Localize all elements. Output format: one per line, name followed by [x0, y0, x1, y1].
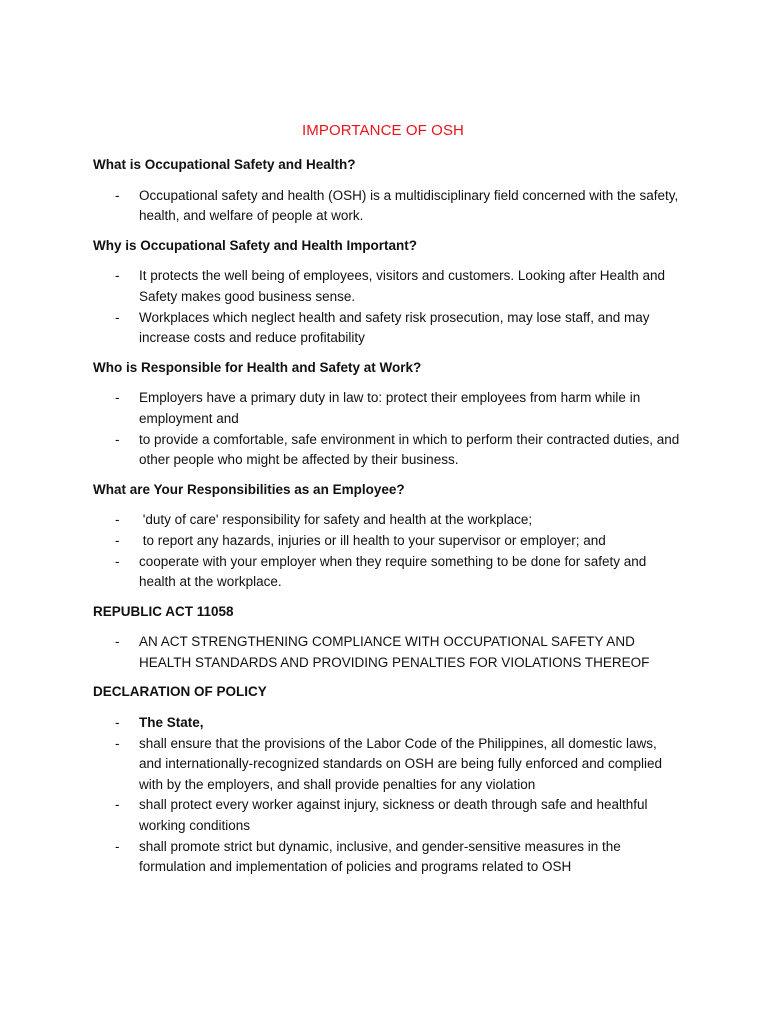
list-item-text: to report any hazards, injuries or ill health to your supervisor or employer; and: [139, 532, 606, 548]
list-item-text: cooperate with your employer when they require something to be done for safety and health at the workplace.: [139, 553, 647, 590]
section-heading: What is Occupational Safety and Health?: [93, 157, 356, 172]
section-heading: REPUBLIC ACT 11058: [93, 603, 234, 619]
list-item-text: to provide a comfortable, safe environment in which to perform their contracted duties, and other people who might be affected by their business.: [139, 431, 680, 468]
list-item-text: Employers have a primary duty in law to: protect their employees from harm while in employment and: [139, 390, 641, 426]
bullet-dash: -: [115, 715, 120, 731]
list-item-text: The State,: [139, 715, 204, 731]
bullet-dash: -: [115, 735, 120, 751]
bullet-list: [93, 713, 683, 878]
list-item: [93, 510, 683, 531]
bullet-dash: -: [115, 838, 120, 854]
bullet-dash: -: [115, 797, 120, 813]
bullet-dash: -: [115, 187, 120, 203]
bullet-dash: -: [115, 553, 120, 569]
list-item-text: AN ACT STRENGTHENING COMPLIANCE WITH OCCUPATIONAL SAFETY AND HEALTH STANDARDS AND PROVIDING PENALTIES FOR VIOLATIONS THEREOF: [139, 634, 650, 670]
bullet-list: [93, 186, 683, 227]
bullet-list: [93, 510, 683, 592]
list-item-text: shall protect every worker against injury, sickness or death through safe and healthful working conditions: [139, 797, 648, 834]
list-item: [93, 837, 683, 878]
document-title: IMPORTANCE OF OSH: [302, 122, 464, 139]
list-item-text: It protects the well being of employees, visitors and customers. Looking after Health and Safety makes good business sense.: [139, 268, 666, 304]
list-item: [93, 430, 683, 471]
document-body: [93, 155, 683, 878]
list-item: [93, 308, 683, 349]
list-item: [93, 795, 683, 836]
list-item-text: Workplaces which neglect health and safety risk prosecution, may lose staff, and may increase costs and reduce profitability: [139, 309, 650, 346]
bullet-dash: -: [115, 268, 120, 284]
list-item: [93, 186, 683, 227]
bullet-list: [93, 388, 683, 470]
bullet-dash: -: [115, 431, 120, 447]
list-item: [93, 713, 683, 734]
bullet-list: [93, 632, 683, 673]
section-heading: DECLARATION OF POLICY: [93, 684, 267, 700]
list-item-text: 'duty of care' responsibility for safety and health at the workplace;: [139, 512, 533, 528]
list-item: [93, 734, 683, 796]
bullet-dash: -: [115, 390, 120, 406]
list-item-text: shall promote strict but dynamic, inclusive, and gender-sensitive measures in the formulation and implementation of policies and programs related to OSH: [139, 838, 621, 875]
section-heading: Who is Responsible for Health and Safety at Work?: [93, 359, 422, 375]
list-item: [93, 388, 683, 429]
bullet-dash: -: [115, 309, 120, 325]
bullet-dash: -: [115, 634, 120, 650]
list-item: [93, 266, 683, 307]
list-item: [93, 531, 683, 552]
section-heading: What are Your Responsibilities as an Employee?: [93, 481, 405, 497]
bullet-list: [93, 266, 683, 348]
bullet-dash: -: [115, 512, 120, 528]
list-item-text: shall ensure that the provisions of the Labor Code of the Philippines, all domestic laws, and internationally-recognized standards on OSH are being fully enforced and complied with by the employers, and shall provide penalties for any violation: [139, 735, 663, 792]
list-item-text: Occupational safety and health (OSH) is a multidisciplinary field concerned with the safety, health, and welfare of people at work.: [139, 187, 679, 224]
list-item: [93, 552, 683, 593]
bullet-dash: -: [115, 532, 120, 548]
section-heading: Why is Occupational Safety and Health Important?: [93, 237, 418, 253]
list-item: [93, 632, 683, 673]
